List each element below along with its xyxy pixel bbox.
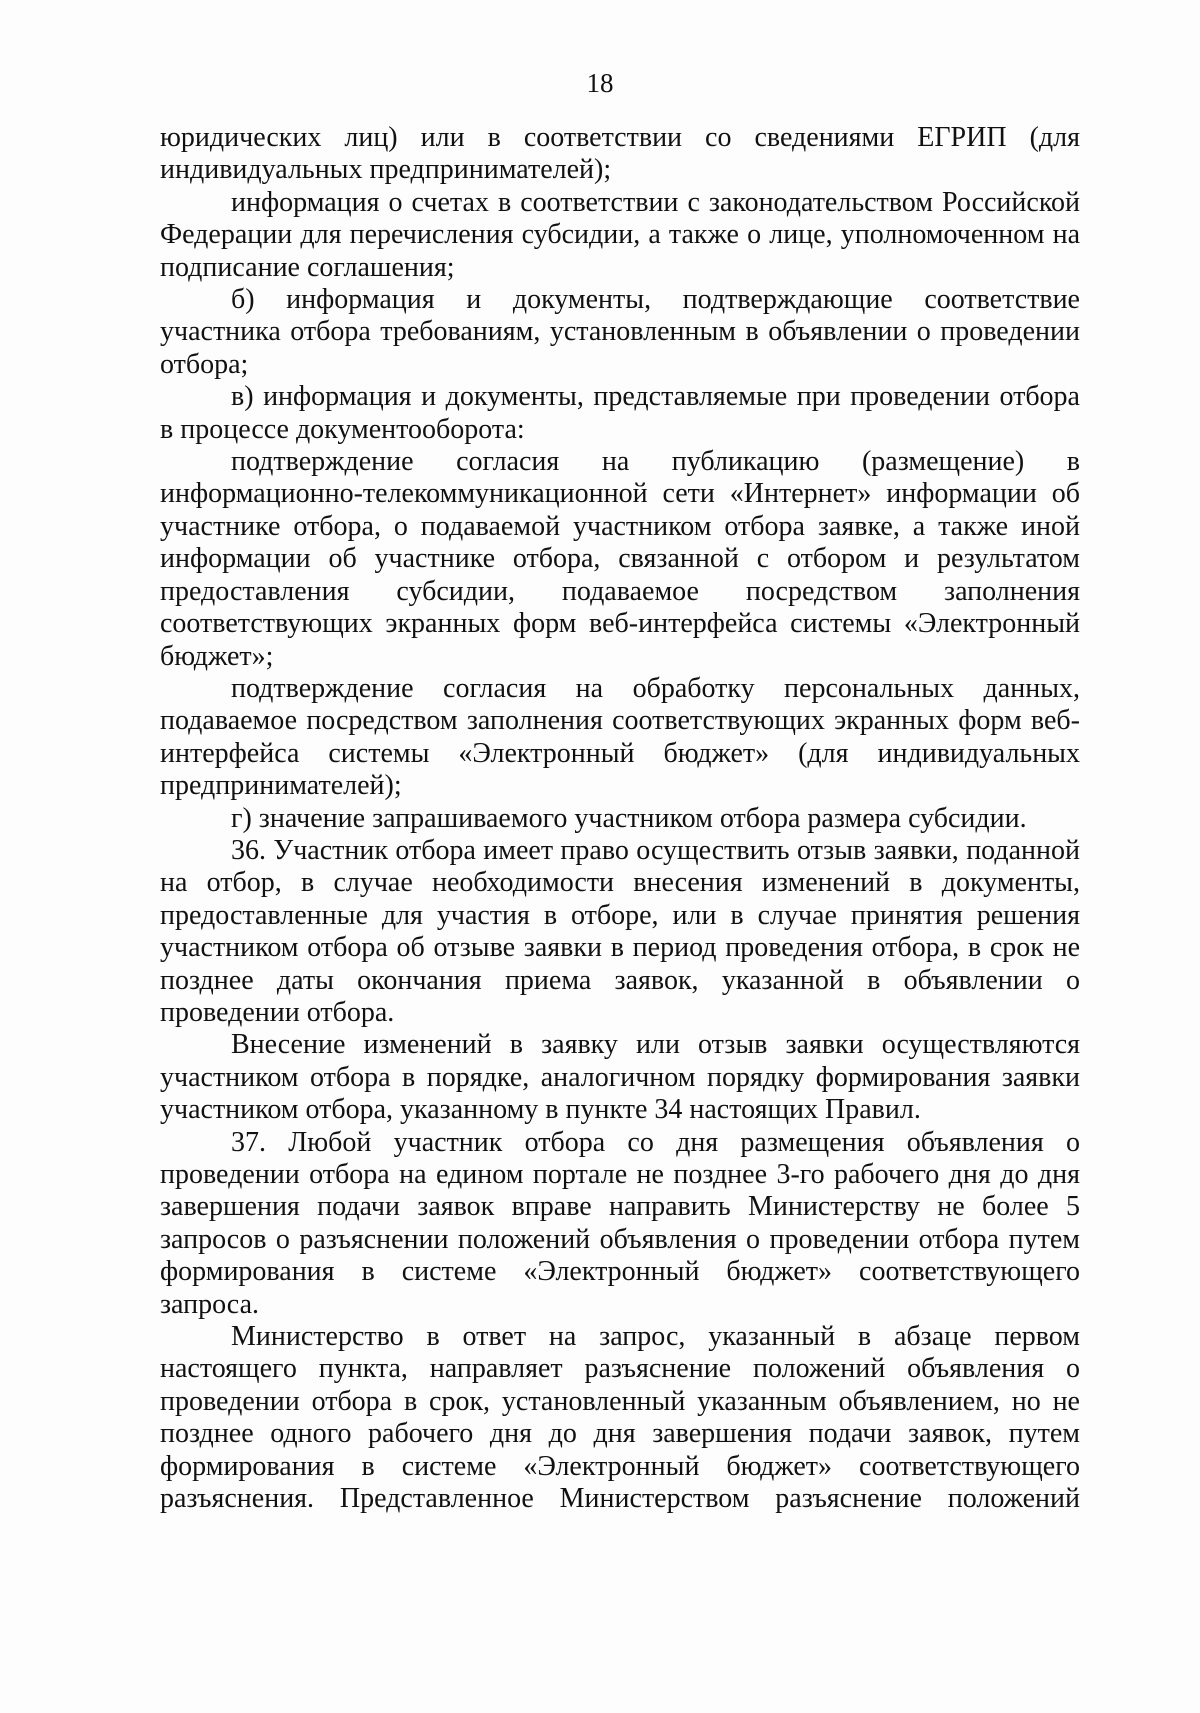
paragraph-clause-36: 36. Участник отбора имеет право осуществить отзыв заявки, поданной на отбор, в случае необходимости внесения изменений в документы, предоставленные для участия в отборе, или в случае принятия решения участником отбора об отзыве заявки в период проведения отбора, в срок не позднее даты окончания приема заявок, указанной в объявлении о проведении отбора. <box>160 834 1080 1028</box>
paragraph-account-info: информация о счетах в соответствии с законодательством Российской Федерации для перечисления субсидии, а также о лице, уполномоченном на подписание соглашения; <box>160 186 1080 283</box>
paragraph-ministry-response: Министерство в ответ на запрос, указанный в абзаце первом настоящего пункта, направляет разъяснение положений объявления о проведении отбора в срок, установленный указанным объявлением, но не позднее одного рабочего дня до дня завершения подачи заявок, путем формирования в системе «Электронный бюджет» соответствующего разъяснения. Представленное Министерством разъяснение положений <box>160 1321 1080 1515</box>
paragraph-application-changes: Внесение изменений в заявку или отзыв заявки осуществляются участником отбора в порядке, аналогичном порядку формирования заявки участником отбора, указанному в пункте 34 настоящих Правил. <box>160 1029 1080 1126</box>
page-number: 18 <box>586 68 614 98</box>
paragraph-item-v: в) информация и документы, представляемые при проведении отбора в процессе документооборота: <box>160 381 1080 445</box>
paragraph-publication-consent: подтверждение согласия на публикацию (размещение) в информационно-телекоммуникационной сети «Интернет» информации об участнике отбора, о подаваемой участником отбора заявке, а также иной информации об участнике отбора, связанной с отбором и результатом предоставления субсидии, подаваемое посредством заполнения соответствующих экранных форм веб-интерфейса системы «Электронный бюджет»; <box>160 446 1080 672</box>
paragraph-personal-data-consent: подтверждение согласия на обработку персональных данных, подаваемое посредством заполнения соответствующих экранных форм веб-интерфейса системы «Электронный бюджет» (для индивидуальных предпринимателей); <box>160 672 1080 802</box>
paragraph-item-b: б) информация и документы, подтверждающие соответствие участника отбора требованиям, установленным в объявлении о проведении отбора; <box>160 284 1080 380</box>
paragraph-item-g: г) значение запрашиваемого участником отбора размера субсидии. <box>231 802 1027 834</box>
paragraph-clause-37: 37. Любой участник отбора со дня размещения объявления о проведении отбора на едином портале не позднее 3-го рабочего дня до дня завершения подачи заявок вправе направить Министерству не более 5 запросов о разъяснении положений объявления о проведении отбора путем формирования в системе «Электронный бюджет» соответствующего запроса. <box>160 1126 1080 1320</box>
paragraph-continuation: юридических лиц) или в соответствии со сведениями ЕГРИП (для индивидуальных предпринимателей); <box>160 122 1080 186</box>
document-body <box>160 122 1080 1515</box>
